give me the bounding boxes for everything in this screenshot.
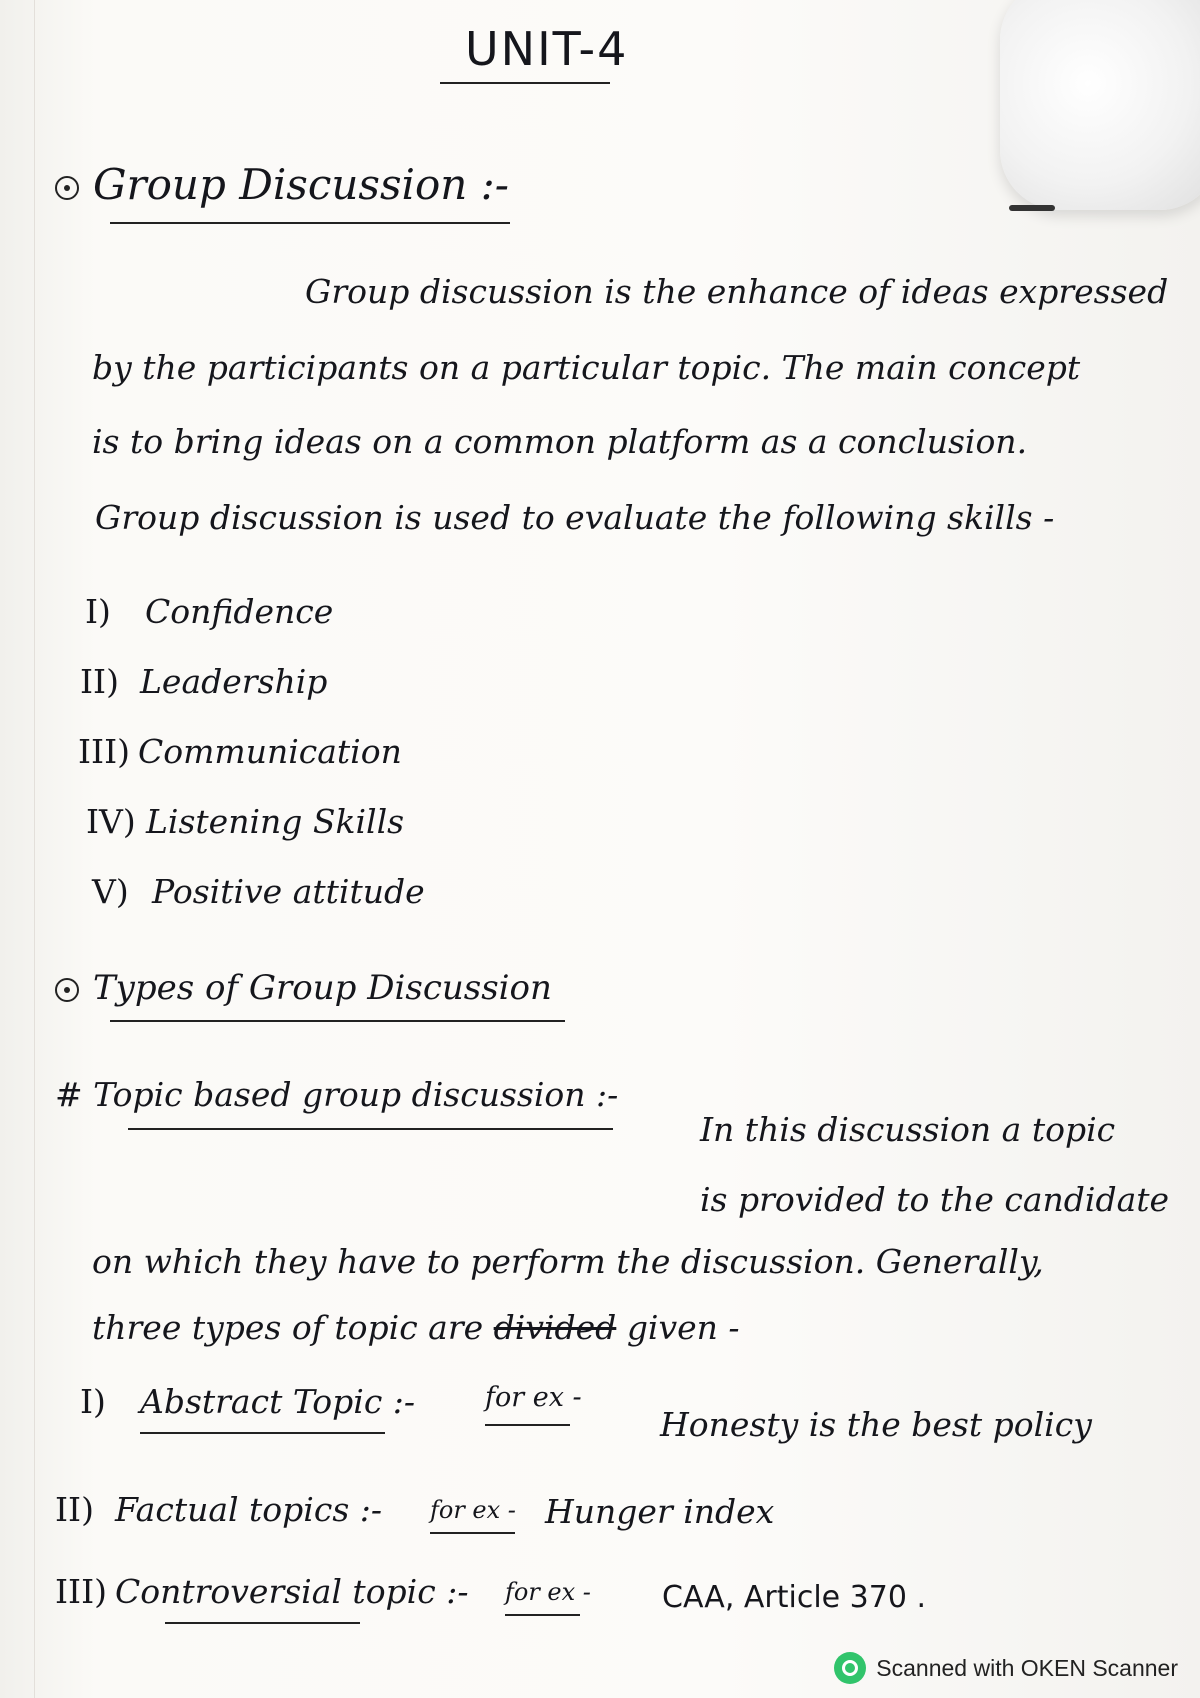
topic-type-label: Factual topics :- (115, 1490, 383, 1529)
topic-based-heading: # Topic based group discussion :- (55, 1075, 619, 1114)
skill-text: Confidence (145, 592, 334, 631)
scanner-logo-icon (834, 1652, 866, 1684)
topic-type-item (55, 1572, 468, 1611)
earbud-case (1000, 0, 1200, 210)
topic-type-forex: for ex - (505, 1578, 591, 1606)
topic-type-underline (140, 1432, 385, 1434)
unit-title: UNIT-4 (465, 22, 629, 76)
topic-type-example: Hunger index (545, 1492, 775, 1531)
scanner-watermark (834, 1652, 1178, 1684)
paragraph-line-1: Group discussion is the enhance of ideas expressed (305, 272, 1169, 311)
topic-text-line-1: In this discussion a topic (700, 1110, 1116, 1149)
skill-item (80, 662, 327, 701)
topic-type-example: Honesty is the best policy (660, 1405, 1092, 1444)
skill-text: Communication (138, 732, 402, 771)
topic-type-forex: for ex - (430, 1496, 516, 1524)
skill-item (92, 872, 425, 911)
scanner-watermark-text: Scanned with OKEN Scanner (876, 1654, 1178, 1681)
topic-text-line-2: is provided to the candidate (700, 1180, 1170, 1219)
topic-type-label: Controversial topic :- (115, 1572, 469, 1611)
margin-line (34, 0, 35, 1698)
topic-type-number: I) (80, 1382, 106, 1421)
skill-number: III) (78, 732, 130, 771)
three-types-before: three types of topic are (92, 1308, 484, 1347)
three-types-struck: divided (493, 1308, 617, 1347)
paragraph-line-3: is to bring ideas on a common platform as a conclusion. (92, 422, 1028, 461)
forex-underline (485, 1424, 570, 1426)
bullet-icon (55, 176, 79, 200)
topic-type-forex: for ex - (485, 1382, 582, 1413)
topic-text-line-3: on which they have to perform the discussion. Generally, (92, 1242, 1044, 1281)
skill-text: Positive attitude (152, 872, 425, 911)
paragraph-line-4: Group discussion is used to evaluate the following skills - (95, 498, 1055, 537)
forex-underline (505, 1614, 580, 1616)
topic-type-item (55, 1490, 382, 1529)
skill-text: Listening Skills (146, 802, 405, 841)
group-discussion-heading-text: Group Discussion :- (93, 160, 510, 209)
forex-underline (430, 1532, 515, 1534)
skill-number: IV) (86, 802, 136, 841)
paragraph-line-2: by the participants on a particular topic. The main concept (92, 348, 1081, 387)
topic-type-number: III) (55, 1572, 107, 1611)
skill-number: I) (85, 592, 111, 631)
types-heading-text: Types of Group Discussion (93, 968, 552, 1008)
skill-text: Leadership (140, 662, 328, 701)
topic-type-label: Abstract Topic :- (140, 1382, 416, 1421)
topic-type-underline (165, 1622, 360, 1624)
skill-item (86, 802, 404, 841)
skill-number: V) (92, 872, 129, 911)
group-discussion-heading (55, 160, 509, 209)
topic-based-underline (128, 1128, 613, 1130)
skill-item (78, 732, 402, 771)
types-heading-underline (110, 1020, 565, 1022)
skill-item (85, 592, 333, 631)
types-heading (55, 968, 552, 1008)
heading-underline (110, 222, 510, 224)
bullet-icon (55, 978, 79, 1002)
earbud-case-slot (1009, 205, 1055, 211)
unit-title-underline (440, 82, 610, 84)
three-types-after: given - (626, 1308, 740, 1347)
topic-type-item (80, 1382, 415, 1421)
skill-number: II) (80, 662, 119, 701)
topic-type-number: II) (55, 1490, 94, 1529)
topic-type-example: CAA, Article 370 . (662, 1580, 927, 1615)
three-types-line (92, 1308, 740, 1347)
